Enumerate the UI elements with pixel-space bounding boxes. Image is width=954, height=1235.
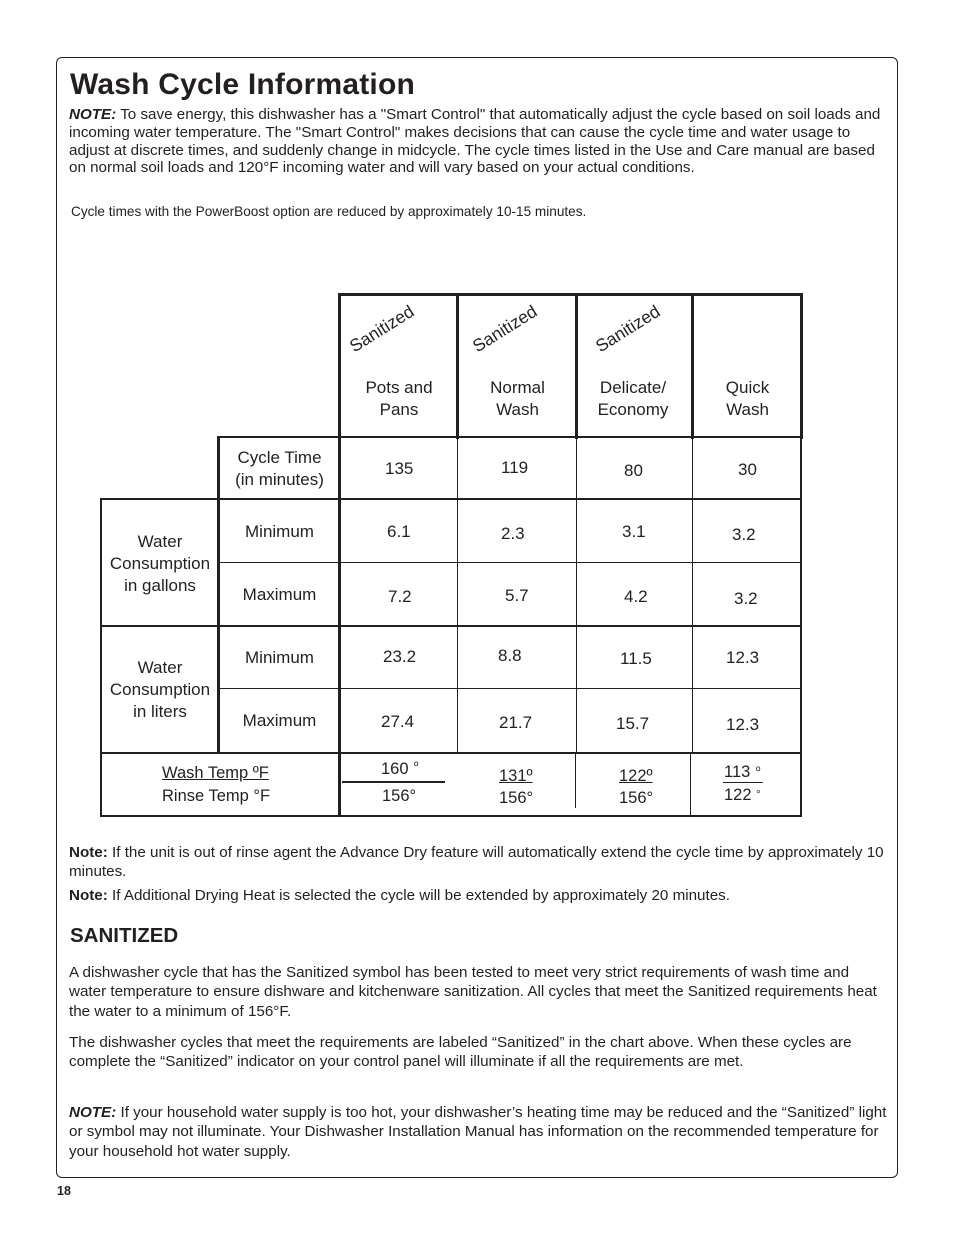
row-label-line: Consumption (109, 554, 211, 573)
row-label-gal-max: Maximum (242, 585, 317, 604)
cell-gal-max: 4.2 (624, 587, 648, 606)
page-title: Wash Cycle Information (70, 68, 416, 101)
col-border (690, 752, 691, 815)
cell-rinse-temp: 156° (499, 789, 534, 807)
row-label-cycle-time (220, 446, 339, 492)
note-text: If your household water supply is too hot, your dishwasher’s heating time may be reduced and the “Sanitized” light or symbol may not illuminate. Your Dishwasher Installation Manual has information on the recommended temperature for your household hot water supply. (69, 1104, 887, 1160)
degree-symbol: ° (756, 787, 761, 801)
col-border (457, 437, 458, 753)
note-label: NOTE: (69, 106, 117, 123)
cell-lit-min: 11.5 (620, 649, 652, 668)
row-group-liters (102, 656, 218, 724)
col-border (576, 437, 577, 753)
sanitized-paragraph: A dishwasher cycle that has the Sanitized symbol has been tested to meet very strict requirements of wash time and water temperature to ensure dishware and kitchenware sanitization. All cycles that meet the Sanitized requirements heat the water to a minimum of 156°F. (69, 964, 877, 1020)
row-border (218, 562, 802, 563)
cell-cycle-time: 30 (738, 460, 757, 479)
sanitized-label-pots: Sanitized (345, 301, 418, 357)
advance-dry-note (69, 843, 884, 881)
row-label-line: Water (137, 658, 183, 677)
cell-gal-max: 3.2 (734, 589, 758, 608)
row-group-gallons (102, 530, 218, 598)
note-label: Note: (69, 844, 108, 861)
column-name: Normal (490, 378, 545, 397)
degree-symbol: º (756, 764, 761, 778)
cell-lit-max: 15.7 (616, 714, 650, 733)
sanitized-label-delicate: Sanitized (591, 301, 664, 357)
cell-rinse-temp: 156° (619, 789, 654, 807)
page-number: 18 (57, 1184, 71, 1198)
cell-wash-temp: 122º (619, 767, 653, 785)
rinse-temp-label: Rinse Temp °F (162, 787, 271, 805)
note-text: If Additional Drying Heat is selected the cycle will be extended by approximately 20 minutes. (107, 887, 730, 904)
cell-gal-min: 3.2 (732, 525, 756, 544)
header-bottom-border (218, 436, 802, 438)
col-border (800, 437, 802, 817)
note-text: If the unit is out of rinse agent the Advance Dry feature will automatically extend the cycle time by approximately 10 minutes. (69, 844, 884, 880)
sanitized-heading: SANITIZED (70, 924, 179, 947)
row-label-line: (in minutes) (235, 470, 324, 489)
hot-water-note (69, 1103, 887, 1161)
col-border (575, 752, 576, 808)
column-name: Pots and (365, 378, 433, 397)
row-border (101, 752, 802, 754)
cell-cycle-time: 119 (501, 458, 529, 477)
powerboost-note: Cycle times with the PowerBoost option are reduced by approximately 10-15 minutes. (71, 204, 587, 219)
column-name: Economy (597, 400, 669, 419)
temp-divider (342, 781, 445, 783)
degree-symbol: º (414, 759, 419, 773)
table-top-border (339, 293, 803, 296)
note-text: To save energy, this dishwasher has a "Smart Control" that automatically adjust the cycle based on soil loads and incoming water temperature. The "Smart Control" makes decisions that can cause the cycle time and water usage to adjust at discrete times, and suddenly change in midcycle. The cycle times listed in the Use and Care manual are based on normal soil loads and 120°F incoming water and will vary based on your actual conditions. (69, 106, 881, 177)
row-label-gal-min: Minimum (245, 522, 314, 541)
sanitized-paragraph: The dishwasher cycles that meet the requirements are labeled “Sanitized” in the chart above. When these cycles are complete the “Sanitized” indicator on your control panel will illuminate if all the requirements are met. (69, 1034, 852, 1071)
cell-rinse-temp: 122 (724, 786, 752, 804)
cell-lit-max: 27.4 (381, 712, 415, 731)
cell-gal-min: 2.3 (501, 524, 525, 543)
row-label-line: Cycle Time (237, 448, 322, 467)
column-header-quick-wash (694, 376, 801, 422)
table-bottom-border (101, 815, 802, 817)
cell-gal-max: 7.2 (388, 587, 412, 606)
column-header-pots-and-pans (341, 376, 457, 422)
row-label-line: in gallons (124, 576, 196, 595)
row-label-line: Water (137, 532, 183, 551)
cell-wash-temp: 113 (724, 763, 751, 781)
row-border (101, 498, 802, 500)
temp-divider (723, 782, 763, 783)
cell-gal-min: 3.1 (622, 522, 646, 541)
column-name: Wash (496, 400, 539, 419)
column-name: Pans (379, 400, 419, 419)
sanitized-label-normal: Sanitized (468, 301, 541, 357)
column-header-delicate-economy (576, 376, 690, 422)
cell-lit-max: 12.3 (726, 715, 760, 734)
note-label: NOTE: (69, 1104, 117, 1121)
note-label: Note: (69, 887, 108, 904)
row-label-line: Consumption (109, 680, 211, 699)
cell-gal-max: 5.7 (505, 586, 529, 605)
cell-lit-min: 12.3 (726, 648, 760, 667)
cell-cycle-time: 80 (624, 461, 643, 480)
col-border (692, 437, 693, 753)
row-label-lit-min: Minimum (245, 648, 314, 667)
column-name: Wash (726, 400, 769, 419)
column-name: Delicate/ (599, 378, 667, 397)
cell-rinse-temp: 156° (382, 787, 417, 805)
cell-wash-temp: 160 (381, 760, 409, 778)
drying-heat-note (69, 886, 884, 905)
row-border (101, 625, 802, 627)
cell-cycle-time: 135 (385, 459, 414, 478)
column-header-normal-wash (459, 376, 576, 422)
row-border (218, 688, 802, 689)
wash-temp-label: Wash Temp ºF (162, 764, 269, 782)
col-border (338, 293, 341, 817)
cell-gal-min: 6.1 (387, 522, 411, 541)
column-name: Quick (725, 378, 770, 397)
row-label-lit-max: Maximum (242, 711, 317, 730)
row-label-line: in liters (133, 702, 187, 721)
cell-lit-min: 23.2 (383, 647, 417, 666)
cell-lit-min: 8.8 (498, 646, 522, 665)
cell-lit-max: 21.7 (499, 713, 533, 732)
cell-wash-temp: 131º (499, 767, 533, 785)
